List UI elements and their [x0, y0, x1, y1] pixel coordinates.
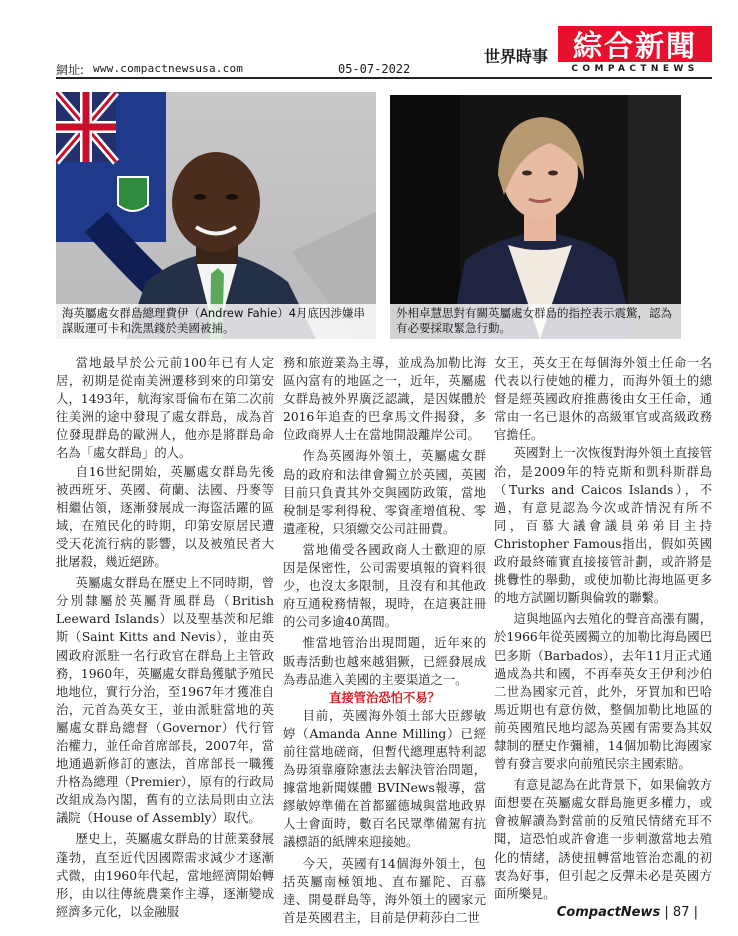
- paragraph: 當地最早於公元前100年已有人定居，初期是從南美洲遷移到來的印第安人，1493年，航海家哥倫布在第二次前往美洲的途中發現了處女群島，成為首位發現群島的歐洲人，他亦是將群島命名為「處女群島」的人。: [56, 356, 274, 461]
- website-url: www.compactnewsusa.com: [93, 62, 244, 75]
- paragraph: 當地備受各國政商人士歡迎的原因是保密性，公司需要填報的資料很少，也沒太多限制，且沒有和其他政府互通稅務情報，現時，在這裏註冊的公司多逾40萬間。: [283, 542, 486, 630]
- section-title: 世界時事: [484, 47, 549, 66]
- footer-separator: |: [693, 905, 698, 920]
- paragraph: 目前，英國海外領土部大臣繆敏婷（Amanda Anne Milling）已經前往當地磋商，但暫代總理惠特利認為毋須靠廢除憲法去解決管治問題，據當地新聞媒體 BVINews報導，當繆敏婷準備在首都羅德城與當地政界人士會面時，數百名民眾準備駕有抗議標語的紙牌來迎接她。: [283, 708, 486, 850]
- paragraph: 務和旅遊業為主導，並成為加勒比海區內富有的地區之一，近年，英屬處女群島被外界廣泛認識，是因媒體於2016年追查的巴拿馬文件揭發，多位政商界人士在當地開設離岸公司。: [283, 356, 486, 443]
- url-label: 網址:: [56, 63, 85, 77]
- paragraph: 惟當地管治出現問題，近年來的販毒活動也越來越猖獗，已經發展成為毒品進入美國的主要渠道之一。: [283, 636, 486, 687]
- article-column-1: [56, 354, 274, 921]
- flag-icon: [56, 92, 174, 302]
- photo-foreign-secretary: [390, 95, 681, 339]
- footer-separator: |: [664, 905, 669, 920]
- paragraph: 有意見認為在此背景下，如果倫敦方面想要在英屬處女群島施更多權力，或會被解讀為對當前的反殖民情緒充耳不聞，這恐怕或許會進一步刺激當地去殖化的情緒，誘使扭轉當地管治恋亂的初衷為好事，但引起之反彈未必是英國方面所樂見。: [494, 778, 712, 901]
- photo-caption: 外相卓慧思對有關英屬處女群島的指控表示震驚，認為有必要採取緊急行動。: [390, 304, 681, 339]
- paragraph: 女王，英女王在每個海外領土任命一名代表以行使她的權力，而海外領土的總督是經英國政府推薦後由女王任命，通常由一名已退休的高級軍官或高級政務官擔任。: [494, 356, 712, 443]
- subheading: 直接管治恐怕不易？: [329, 689, 440, 705]
- photo-caption: 海英屬處女群島總理費伊（Andrew Fahie）4月底因涉嫌串謀販運可卡和洗黑錢於美國被捕。: [56, 304, 376, 339]
- header-rule: [56, 77, 712, 79]
- paragraph: 歷史上，英屬處女群島的甘蔗業發展蓬勃，直至近代因國際需求減少才逐漸式微，由1960年代起，當地經濟開始轉形，由以往傳統農業作主導，逐漸變成經濟多元化，以金融服: [56, 832, 274, 919]
- article-column-3: [494, 354, 712, 903]
- paragraph: 自16世紀開始，英屬處女群島先後被西班牙、英國、荷蘭、法國、丹麥等相繼佔領，逐漸發展成一海盜活躍的區域，在殖民化的時期，印第安原居民遭受天花流行病的影響，以及被殖民者大批屠殺，幾近絕跡。: [56, 464, 274, 570]
- masthead-logo: 綜合新聞: [558, 26, 712, 62]
- masthead-subtitle: COMPACTNEWS: [571, 64, 699, 74]
- paragraph: 作為英國海外領土，英屬處女群島的政府和法律會獨立於英國，英國目前只負責其外交與國防政策，當地稅制是零利得稅、零資產增值稅、零遺產稅，只須繳交公司註冊費。: [283, 449, 486, 536]
- paragraph: 英國對上一次恢復對海外領土直接管治，是2009年的特克斯和凱科斯群島（Turks and Caicos Islands），不過，有意見認為今次或許情況有所不同，百慕大議會議員弟弟目主持Christopher Famous指出，假如英國政府最終確實直接接管計劃，或許將是挑釁性的舉動，或使加勒比海地區更多的地方試圖切斷與倫敦的聯繫。: [494, 446, 712, 606]
- paragraph: 英屬處女群島在歷史上不同時期，曾分別隸屬於英屬背風群島（British Leeward Islands）以及聖基茨和尼維斯（Saint Kitts and Nevis），並由英國政府派駐一名行政官在群島上主管政務，1960年，英屬處女群島獲賦予殖民地地位，實行分治，至1967年才獲准自治，元首為英女王，並由派駐當地的英屬處女群島總督（Governor）代行管治權力，並任命首席部長，2007年，當地通過新修訂的憲法，首席部長一職獲升格為總理（Premier），原有的行政局改組成為內閣，舊有的立法局則由立法議院（House of Assembly）取代。: [56, 576, 274, 826]
- article-column-2: [283, 354, 486, 927]
- page-number: 87: [672, 905, 690, 920]
- paragraph: 今天，英國有14個海外領土，包括英屬南極領地、直布羅陀、百慕達、開曼群島等，海外領土的國家元首是英國君主，目前是伊莉莎白二世: [283, 856, 486, 925]
- issue-date: 05-07-2022: [338, 62, 411, 76]
- premier-portrait: [56, 92, 376, 339]
- paragraph: 這與地區內去殖化的聲音高漲有關，於1966年從英國獨立的加勒比海島國巴巴多斯（Barbados），去年11月正式通過成為共和國，不再奉英女王伊利沙伯二世為國家元首，此外，牙買加和巴哈馬近期也有意仿傚，整個加勒比地區的前英國殖民地均認為英國有需要為其奴隸制的歷史作彌補，14個加勒比海國家曾有發言要求向前殖民宗主國索賠。: [494, 612, 712, 772]
- page-footer: [557, 905, 698, 920]
- footer-brand: CompactNews: [556, 905, 661, 920]
- photo-premier: [56, 92, 376, 339]
- foreign-secretary-portrait: [390, 95, 681, 339]
